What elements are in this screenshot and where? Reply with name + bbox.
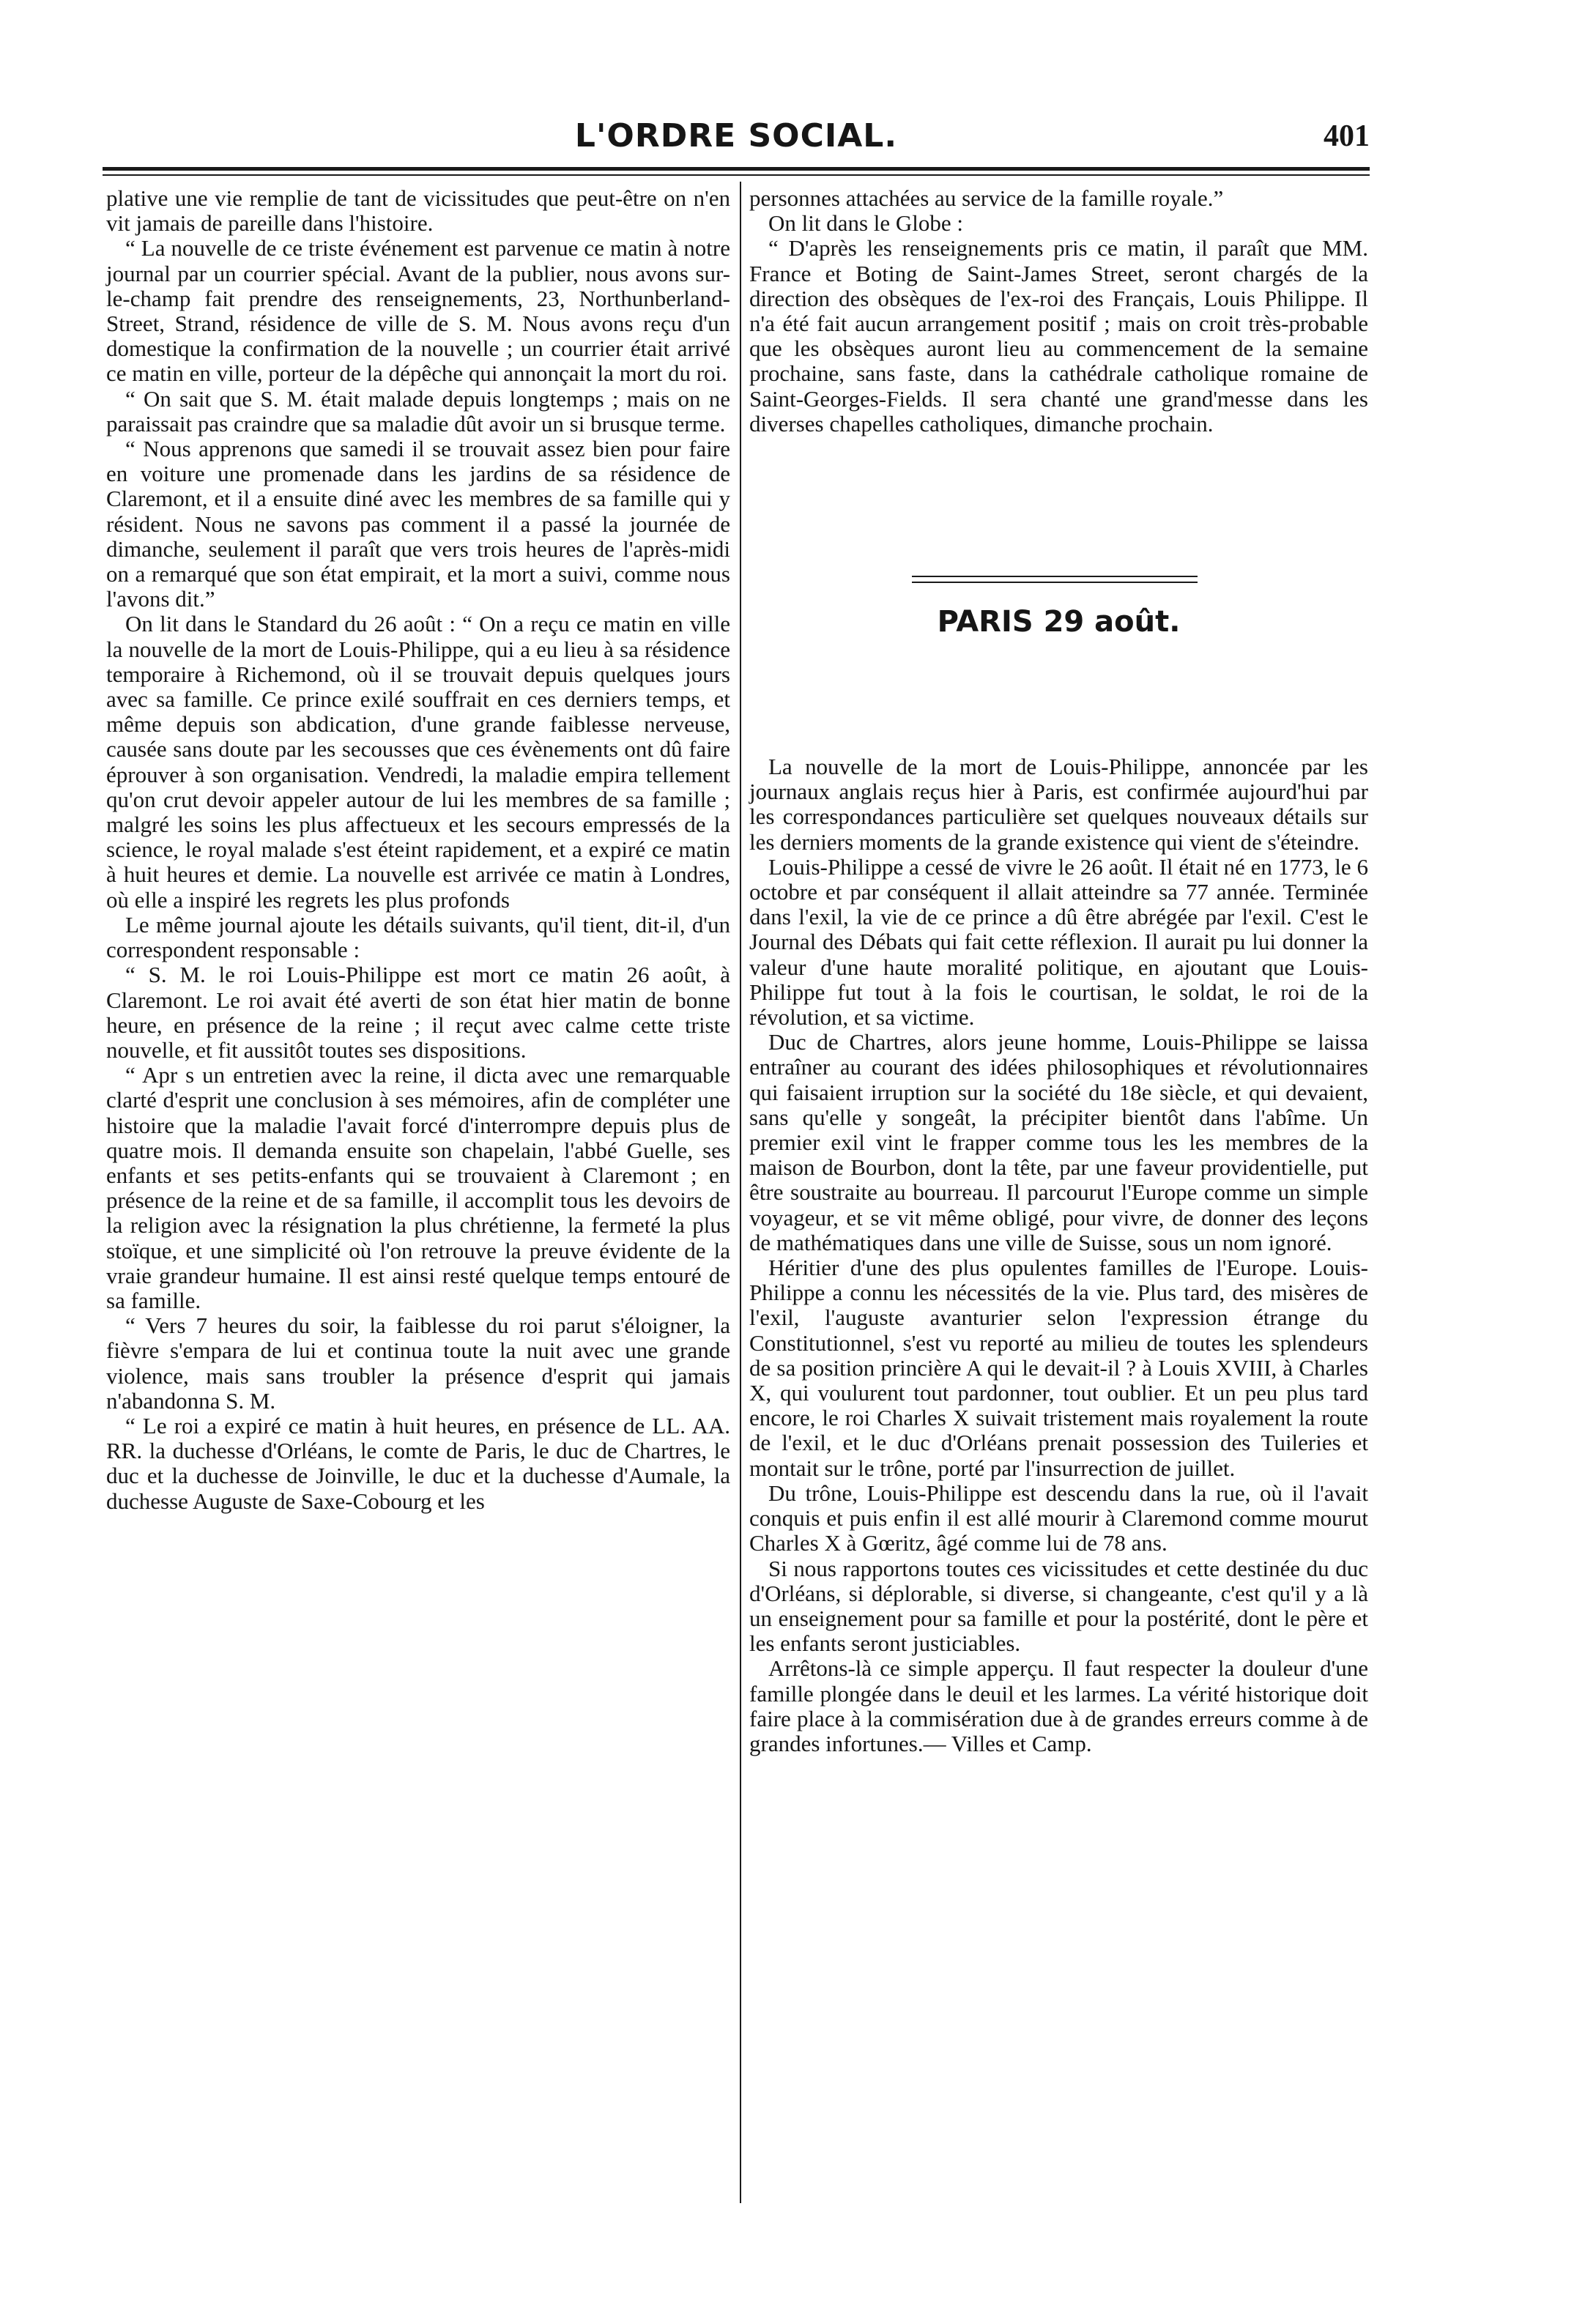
- section-rule-thin: [912, 582, 1198, 583]
- paragraph: personnes attachées au service de la famille royale.”: [749, 185, 1224, 211]
- paragraph: On lit dans le Standard du 26 août : “ On a reçu ce matin en ville la nouvelle de la mort de Louis-Philippe, qui a eu lieu à sa résidence temporaire à Richemond, où il se trouvait depuis quelques jours avec sa famille. Ce prince exilé souffrait en ces derniers temps, et même depuis son abdication, d'une grande faiblesse nerveuse, causée sans doute par les secousses que ces évènements ont dû faire éprouver à son organisation. Vendredi, la maladie empira tellement qu'on crut devoir appeler autour de lui les membres de sa famille ; malgré les soins les plus affectueux et les secours empressés de la science, le royal malade s'est éteint rapidement, et a expiré ce matin à huit heures et demie. La nouvelle est arrivée ce matin à Londres, où elle a inspiré les regrets les plus profonds: [106, 611, 730, 913]
- page-header: [103, 117, 1370, 161]
- paragraph: “ Apr s un entretien avec la reine, il dicta avec une remarquable clarté d'esprit une conclusion à ses mémoires, afin de compléter une histoire que la maladie l'avait forcé d'interrompre depuis plus de quatre mois. Il demanda ensuite son chapelain, l'abbé Guelle, ses enfants et ses petits-enfants qui se trouvaient à Claremont ; en présence de la reine et de sa famille, il accomplit tous les devoirs de la religion avec la résignation la plus chrétienne, la fermeté la plus stoïque, et une simplicité où l'on retrouve la preuve évidente de la vraie grandeur humaine. Il est ainsi resté quelque temps entouré de sa famille.: [106, 1062, 730, 1313]
- paragraph: “ Nous apprenons que samedi il se trouvait assez bien pour faire en voiture une promenade dans les jardins de sa résidence de Claremont, et il a ensuite diné avec les membres de sa famille qui y résident. Nous ne savons pas comment il a passé la journée de dimanche, seulement il paraît que vers trois heures de l'après-midi on a remarqué que son état empirait, et la mort a suivi, comme nous l'avons dit.”: [106, 436, 730, 612]
- paragraph: Duc de Chartres, alors jeune homme, Louis-Philippe se laissa entraîner au courant des idées philosophiques et révolutionnaires qui faisaient irruption sur la société du 18e siècle, et qui devaient, sans qu'elle y songeât, la précipiter bientôt dans l'abîme. Un premier exil vint le frapper comme tous les les membres de la maison de Bourbon, dont la tête, par une faveur providentielle, put être soustraite au bourreau. Il parcourut l'Europe comme un simple voyageur, et se vit même obligé, pour vivre, de donner des leçons de mathématiques dans une ville de Suisse, sous un nom ignoré.: [749, 1029, 1368, 1255]
- paragraph: “ Le roi a expiré ce matin à huit heures, en présence de LL. AA. RR. la duchesse d'Orléans, le comte de Paris, le duc de Chartres, le duc et la duchesse de Joinville, le duc et la duchesse d'Aumale, la duchesse Auguste de Saxe-Cobourg et les: [106, 1412, 730, 1514]
- left-column: [106, 186, 730, 1514]
- right-column-bottom: [749, 754, 1368, 1756]
- paragraph: Le même journal ajoute les détails suivants, qu'il tient, dit-il, d'un correspondent responsable :: [106, 911, 730, 963]
- paragraph: plative une vie remplie de tant de vicissitudes que peut-être on n'en vit jamais de pareille dans l'histoire.: [106, 185, 730, 237]
- paragraph: “ La nouvelle de ce triste événement est parvenue ce matin à notre journal par un courrier spécial. Avant de la publier, nous avons sur-le-champ fait prendre des renseignements, 23, Northunberland-Street, Strand, résidence de ville de S. M. Nous avons reçu d'un domestique la confirmation de la nouvelle ; un courrier était arrivé ce matin en ville, porteur de la dépêche qui annonçait la mort du roi.: [106, 235, 730, 387]
- header-rule-thin: [103, 174, 1370, 176]
- right-column-top: [749, 186, 1368, 437]
- section-heading: PARIS 29 août.: [937, 605, 1181, 639]
- paragraph: La nouvelle de la mort de Louis-Philippe, annoncée par les journaux anglais reçus hier à Paris, est confirmée aujourd'hui par les correspondances particulière set quelques nouveaux détails sur les derniers moments de la grande existence qui vient de s'éteindre.: [749, 754, 1368, 855]
- paragraph: “ Vers 7 heures du soir, la faiblesse du roi parut s'éloigner, la fièvre s'empara de lui et continua toute la nuit avec une grande violence, mais sans troubler la présence d'esprit qui jamais n'abandonna S. M.: [106, 1313, 730, 1414]
- paragraph: On lit dans le Globe :: [768, 210, 964, 237]
- paragraph: Si nous rapportons toutes ces vicissitudes et cette destinée du duc d'Orléans, si déplorable, si diverse, si changeante, c'est qu'il y a là un enseignement pour sa famille et pour la postérité, dont le père et les enfants seront justiciables.: [749, 1555, 1368, 1657]
- section-rule: [912, 576, 1198, 577]
- paragraph: “ On sait que S. M. était malade depuis longtemps ; mais on ne paraissait pas craindre que sa maladie dût avoir un si brusque terme.: [106, 385, 730, 437]
- paragraph: Arrêtons-là ce simple apperçu. Il faut respecter la douleur d'une famille plongée dans le deuil et les larmes. La vérité historique doit faire place à la commisération due à de grandes erreurs comme à de grandes infortunes.— Villes et Camp.: [749, 1655, 1368, 1756]
- column-divider: [740, 182, 741, 2203]
- paragraph: “ D'après les renseignements pris ce matin, il paraît que MM. France et Boting de Saint-James Street, seront chargés de la direction des obsèques de l'ex-roi des Français, Louis Philippe. Il n'a été fait aucun arrangement positif ; mais on croit très-probable que les obsèques auront lieu au commencement de la semaine prochaine, sans faste, dans la cathédrale catholique romaine de Saint-Georges-Fields. Il sera chanté une grand'messe dans les diverses chapelles catholiques, dimanche prochain.: [749, 235, 1368, 437]
- header-rule: [103, 167, 1370, 171]
- running-title: L'ORDRE SOCIAL.: [574, 117, 898, 155]
- paragraph: Du trône, Louis-Philippe est descendu dans la rue, où il l'avait conquis et puis enfin il est allé mourir à Claremond comme mourut Charles X à Gœritz, âgé comme lui de 78 ans.: [749, 1480, 1368, 1556]
- paragraph: Héritier d'une des plus opulentes familles de l'Europe. Louis-Philippe a connu les nécessités de la vie. Plus tard, des misères de l'exil, l'auguste avanturier selon l'expression étrange du Constitutionnel, s'est vu reporté au milieu de toutes les splendeurs de sa position princière A qui le devait-il ? à Louis XVIII, à Charles X, qui voulurent tout pardonner, tout oublier. Et un peu plus tard encore, le roi Charles X suivait tristement mais royalement la route de l'exil, et le duc d'Orléans prenait possession des Tuileries et montait sur le trône, porté par l'insurrection de juillet.: [749, 1255, 1368, 1481]
- paragraph: Louis-Philippe a cessé de vivre le 26 août. Il était né en 1773, le 6 octobre et par conséquent il allait atteindre sa 77 année. Terminée dans l'exil, la vie de ce prince a dû être abrégée par l'exil. C'est le Journal des Débats qui fait cette réflexion. Il aurait pu lui donner la valeur d'une haute moralité politique, en ajoutant que Louis-Philippe fut tout à la fois le courtisan, le soldat, le roi de la révolution, et sa victime.: [749, 853, 1368, 1031]
- page-number: 401: [1324, 119, 1370, 153]
- paragraph: “ S. M. le roi Louis-Philippe est mort ce matin 26 août, à Claremont. Le roi avait été averti de son état hier matin de bonne heure, en présence de la reine ; il reçut avec calme cette triste nouvelle, et fit aussitôt toutes ses dispositions.: [106, 962, 730, 1063]
